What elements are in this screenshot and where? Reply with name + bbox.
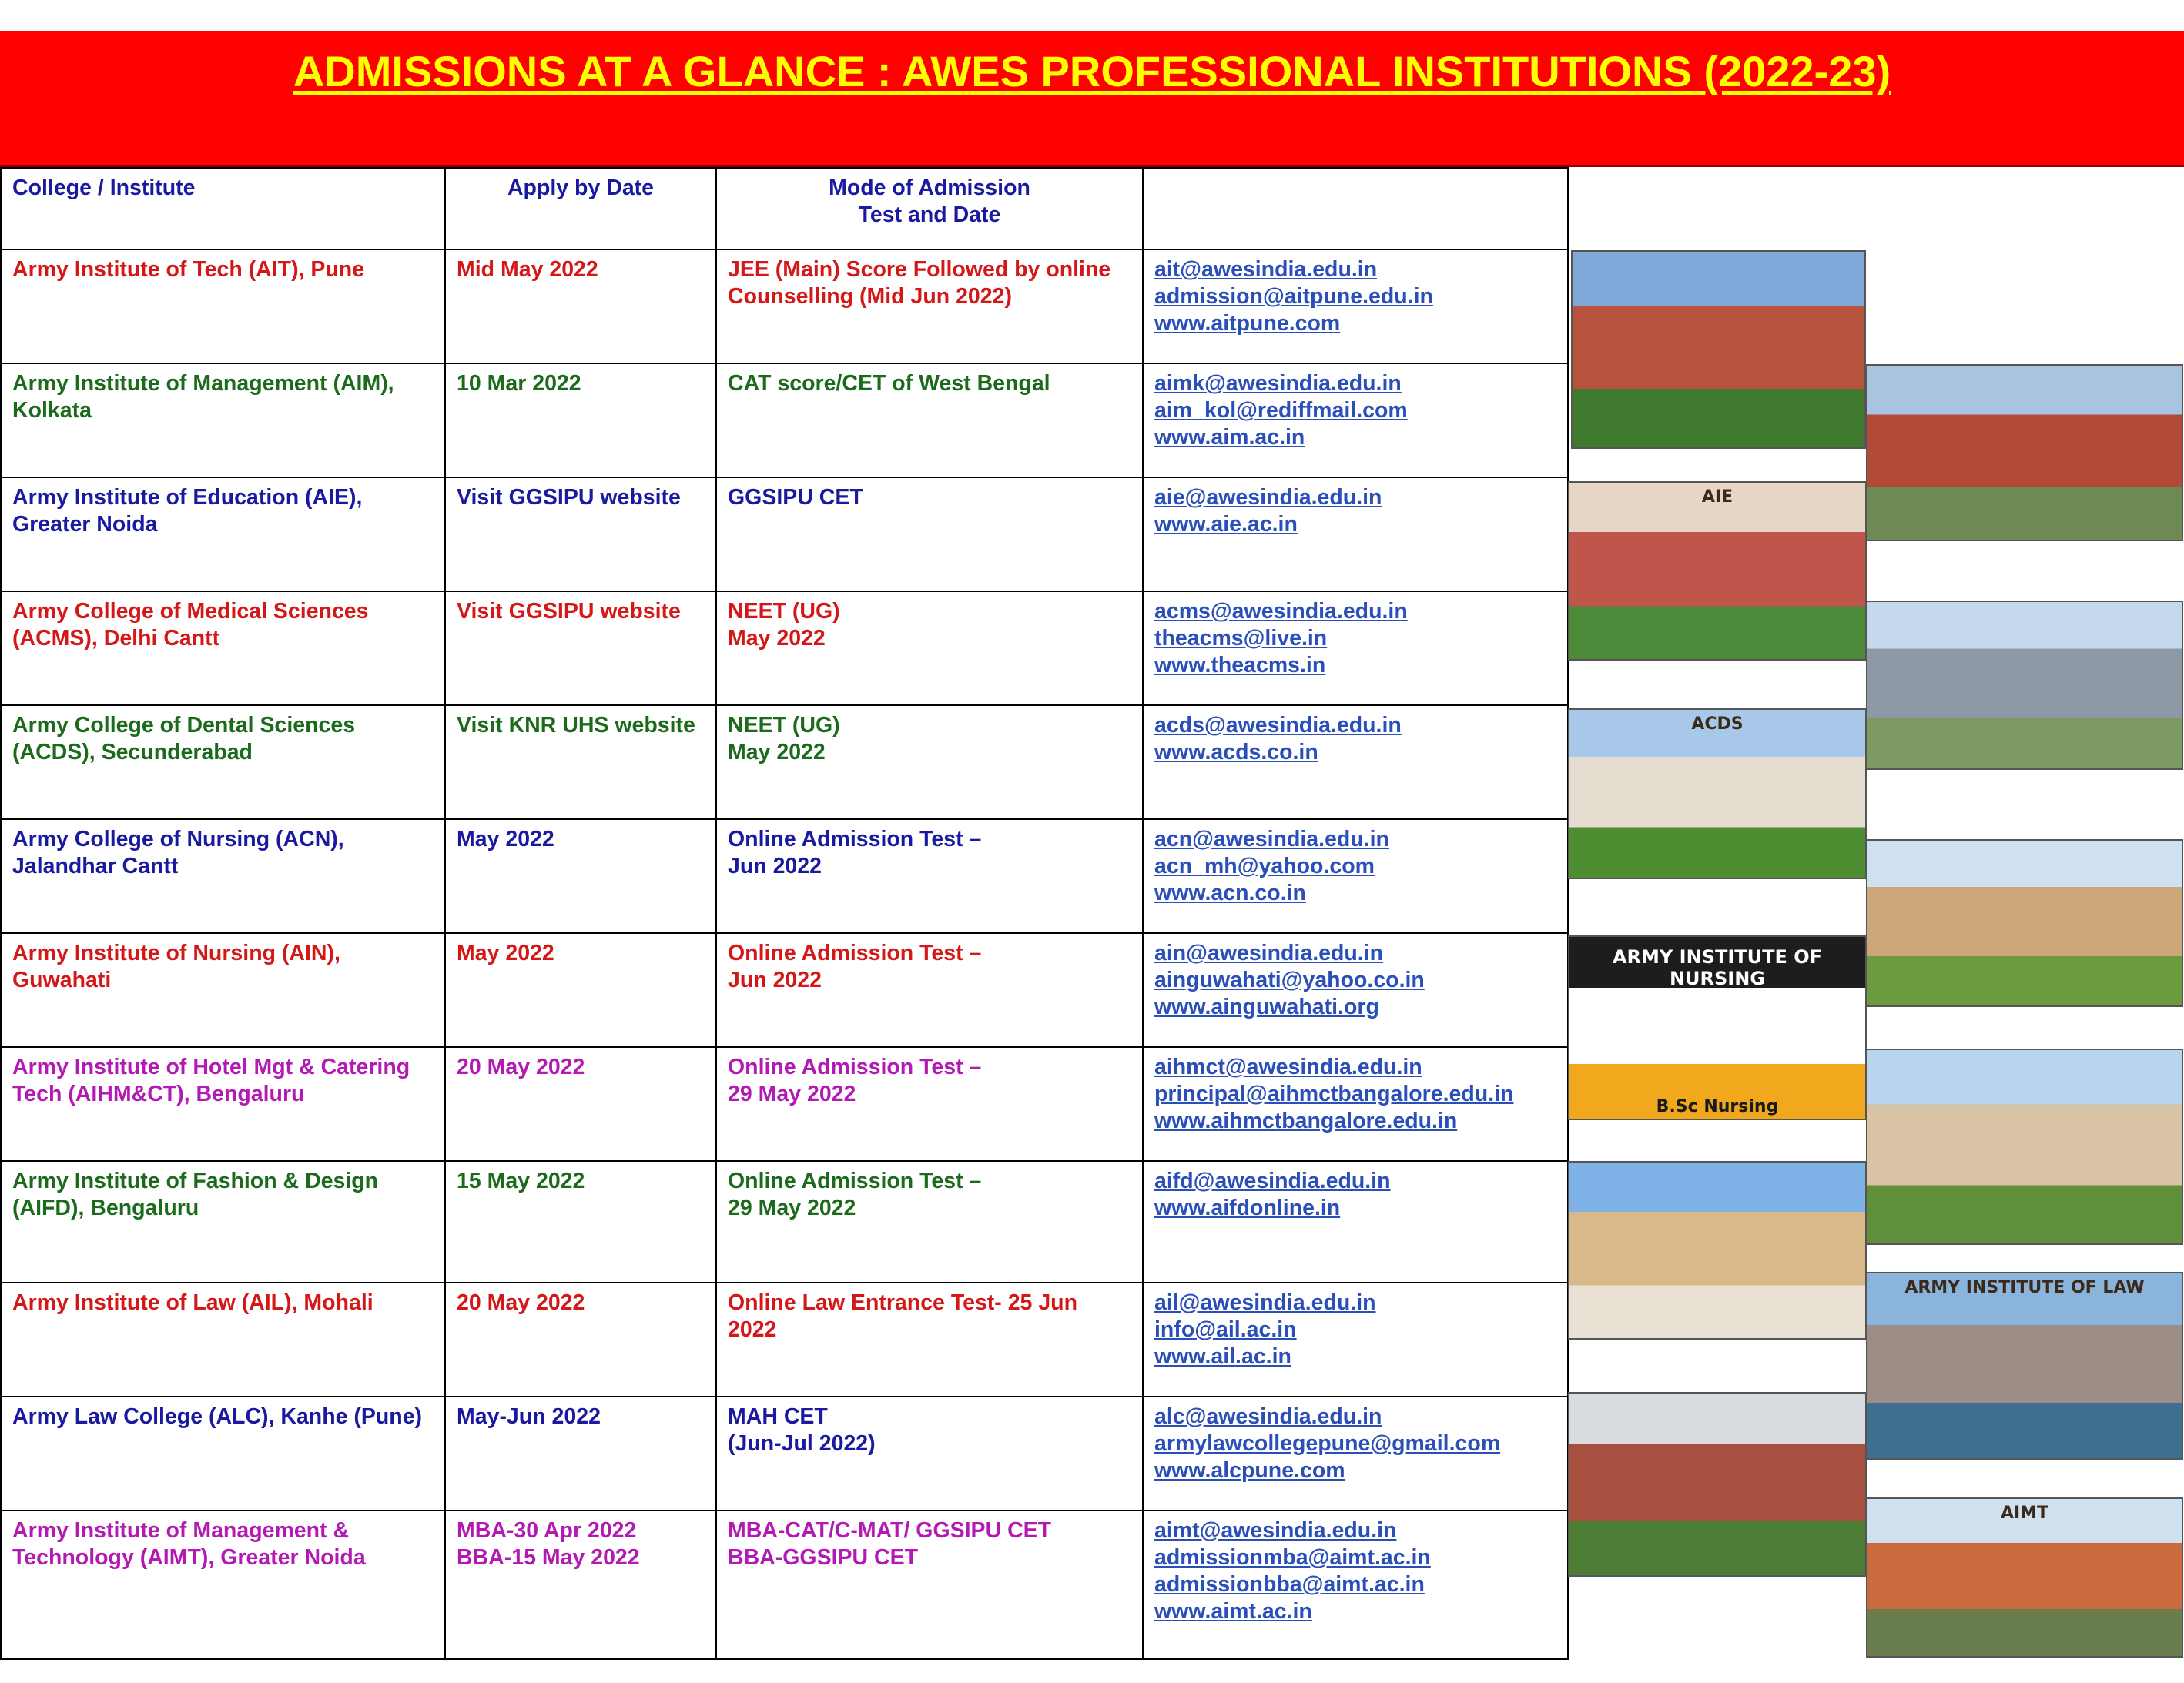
institute-cell-line: Guwahati: [12, 968, 112, 992]
contacts-cell: [1143, 1161, 1568, 1283]
email-link[interactable]: admissionmba@aimt.ac.in: [1154, 1545, 1431, 1570]
admissions-table: [0, 167, 1569, 1660]
admission-mode-cell: [716, 363, 1143, 477]
institute-cell: [1, 363, 445, 477]
table-row: [1, 819, 1568, 933]
photo-caption-course: B.Sc Nursing: [1569, 1096, 1865, 1119]
admission-mode-cell-line: (Jun-Jul 2022): [728, 1431, 876, 1456]
institute-cell-line: Army College of Nursing (ACN),: [12, 827, 344, 852]
email-link[interactable]: info@ail.ac.in: [1154, 1317, 1297, 1342]
apply-date-cell: [445, 819, 716, 933]
institute-cell: [1, 1161, 445, 1283]
apply-date-cell-line: May-Jun 2022: [457, 1404, 601, 1429]
apply-date-cell: [445, 249, 716, 363]
table-row: [1, 1047, 1568, 1161]
admission-mode-cell: [716, 1047, 1143, 1161]
acds-building-photo: [1568, 708, 1867, 879]
admission-mode-cell-line: Online Admission Test –: [728, 1169, 982, 1193]
table-row: [1, 591, 1568, 705]
apply-date-cell-line: Mid May 2022: [457, 257, 598, 282]
email-link[interactable]: aimk@awesindia.edu.in: [1154, 371, 1402, 396]
website-link[interactable]: www.ail.ac.in: [1154, 1344, 1291, 1369]
contacts-cell: [1143, 933, 1568, 1047]
table-row: [1, 477, 1568, 591]
page-title: ADMISSIONS AT A GLANCE : AWES PROFESSIONAL INSTITUTIONS (2022-23): [293, 47, 1891, 95]
photo-caption-city: GUWAHATI: [1656, 1033, 1778, 1056]
acn-building-photo: [1866, 839, 2183, 1007]
photo-caption: ARMY INSTITUTE OF NURSING: [1612, 946, 1823, 989]
photo-caption: ARMY INSTITUTE OF LAW: [1904, 1278, 2145, 1297]
admission-mode-cell-line: MAH CET: [728, 1404, 828, 1429]
apply-date-cell: [445, 363, 716, 477]
aim-building-photo: [1866, 364, 2183, 541]
email-link[interactable]: ain@awesindia.edu.in: [1154, 941, 1384, 965]
admission-mode-cell: [716, 591, 1143, 705]
contacts-cell: [1143, 1511, 1568, 1659]
admission-mode-cell-line: MBA-CAT/C-MAT/ GGSIPU CET: [728, 1518, 1052, 1543]
admission-mode-cell: [716, 705, 1143, 819]
website-link[interactable]: www.aitpune.com: [1154, 311, 1341, 336]
aimt-building-photo: [1866, 1497, 2183, 1658]
email-link[interactable]: aihmct@awesindia.edu.in: [1154, 1055, 1422, 1079]
table-row: [1, 249, 1568, 363]
email-link[interactable]: ail@awesindia.edu.in: [1154, 1290, 1376, 1315]
table-header-row: [1, 168, 1568, 249]
email-link[interactable]: acn_mh@yahoo.com: [1154, 854, 1375, 878]
institute-cell-line: Army Institute of Nursing (AIN),: [12, 941, 340, 965]
institute-cell-line: Army Institute of Management (AIM),: [12, 371, 394, 396]
institute-cell: [1, 1397, 445, 1511]
institute-cell-line: (ACDS), Secunderabad: [12, 740, 253, 765]
institute-cell: [1, 1511, 445, 1659]
table-row: [1, 1161, 1568, 1283]
contacts-cell: [1143, 363, 1568, 477]
institute-cell-line: Army Institute of Law (AIL), Mohali: [12, 1290, 373, 1315]
email-link[interactable]: acn@awesindia.edu.in: [1154, 827, 1389, 852]
email-link[interactable]: admissionbba@aimt.ac.in: [1154, 1572, 1425, 1597]
apply-date-cell-line: 20 May 2022: [457, 1055, 585, 1079]
institute-cell: [1, 591, 445, 705]
admission-mode-cell-line: CAT score/CET of West Bengal: [728, 371, 1050, 396]
header-contacts: [1143, 168, 1568, 249]
institute-cell: [1, 705, 445, 819]
website-link[interactable]: www.ainguwahati.org: [1154, 995, 1379, 1019]
contacts-cell: [1143, 705, 1568, 819]
email-link[interactable]: acms@awesindia.edu.in: [1154, 599, 1408, 624]
admission-mode-cell-line: Online Admission Test –: [728, 941, 982, 965]
admission-mode-cell-line: Jun 2022: [728, 968, 822, 992]
institute-cell: [1, 249, 445, 363]
contacts-cell: [1143, 249, 1568, 363]
admission-mode-cell-line: Online Law Entrance Test- 25 Jun: [728, 1290, 1077, 1315]
admission-mode-cell-line: 2022: [728, 1317, 777, 1342]
admission-mode-cell: [716, 819, 1143, 933]
apply-date-cell-line: Visit GGSIPU website: [457, 485, 681, 510]
apply-date-cell-line: 20 May 2022: [457, 1290, 585, 1315]
admission-mode-cell-line: May 2022: [728, 740, 826, 765]
apply-date-cell-line: May 2022: [457, 941, 554, 965]
admission-mode-cell: [716, 1283, 1143, 1397]
admission-mode-cell-line: Counselling (Mid Jun 2022): [728, 284, 1012, 309]
email-link[interactable]: theacms@live.in: [1154, 626, 1328, 651]
ait-building-photo: [1571, 250, 1866, 449]
apply-date-cell-line: Visit GGSIPU website: [457, 599, 681, 624]
institute-cell-line: Army Institute of Tech (AIT), Pune: [12, 257, 365, 282]
institute-cell: [1, 477, 445, 591]
email-link[interactable]: ait@awesindia.edu.in: [1154, 257, 1378, 282]
header-apply-date: Apply by Date: [445, 168, 716, 249]
header-mode: [716, 168, 1143, 249]
email-link[interactable]: alc@awesindia.edu.in: [1154, 1404, 1382, 1429]
website-link[interactable]: www.aimt.ac.in: [1154, 1599, 1312, 1624]
institute-cell-line: Army Law College (ALC), Kanhe (Pune): [12, 1404, 423, 1429]
contacts-cell: [1143, 819, 1568, 933]
contacts-cell: [1143, 1283, 1568, 1397]
apply-date-cell-line: May 2022: [457, 827, 554, 852]
email-link[interactable]: admission@aitpune.edu.in: [1154, 284, 1433, 309]
table-row: [1, 1397, 1568, 1511]
admission-mode-cell-line: NEET (UG): [728, 713, 840, 738]
ail-building-photo: [1866, 1272, 2183, 1460]
admission-mode-cell: [716, 1397, 1143, 1511]
institute-cell-line: Army Institute of Hotel Mgt & Catering: [12, 1055, 410, 1079]
apply-date-cell-line: MBA-30 Apr 2022: [457, 1518, 637, 1543]
admission-mode-cell: [716, 1161, 1143, 1283]
website-link[interactable]: www.acds.co.in: [1154, 740, 1318, 765]
website-link[interactable]: www.theacms.in: [1154, 653, 1326, 678]
institute-cell: [1, 1283, 445, 1397]
admission-mode-cell-line: Jun 2022: [728, 854, 822, 878]
apply-date-cell-line: 15 May 2022: [457, 1169, 585, 1193]
admission-mode-cell-line: GGSIPU CET: [728, 485, 863, 510]
contacts-cell: [1143, 1047, 1568, 1161]
table-row: [1, 1511, 1568, 1659]
acms-building-photo: [1866, 601, 2183, 770]
ain-group-photo: [1568, 935, 1867, 1120]
email-link[interactable]: aie@awesindia.edu.in: [1154, 485, 1382, 510]
admission-mode-cell-line: 29 May 2022: [728, 1082, 856, 1106]
institute-cell-line: Army Institute of Fashion & Design: [12, 1169, 379, 1193]
email-link[interactable]: aimt@awesindia.edu.in: [1154, 1518, 1397, 1543]
institute-cell-line: Kolkata: [12, 398, 92, 423]
contacts-cell: [1143, 477, 1568, 591]
aifd-building-photo: [1568, 1161, 1867, 1340]
email-link[interactable]: aim_kol@rediffmail.com: [1154, 398, 1408, 423]
website-link[interactable]: www.acn.co.in: [1154, 881, 1306, 905]
table-row: [1, 1283, 1568, 1397]
photo-caption: AIE: [1701, 487, 1733, 507]
admission-mode-cell-line: Online Admission Test –: [728, 1055, 982, 1079]
institute-cell: [1, 1047, 445, 1161]
website-link[interactable]: www.alcpune.com: [1154, 1458, 1345, 1483]
table-row: [1, 705, 1568, 819]
institute-cell-line: Tech (AIHM&CT), Bengaluru: [12, 1082, 305, 1106]
website-link[interactable]: www.aie.ac.in: [1154, 512, 1298, 537]
website-link[interactable]: www.aim.ac.in: [1154, 425, 1305, 450]
institute-cell-line: Army Institute of Management &: [12, 1518, 350, 1543]
apply-date-cell: [445, 591, 716, 705]
apply-date-cell: [445, 477, 716, 591]
institute-cell-line: Army Institute of Education (AIE),: [12, 485, 363, 510]
photo-caption: AIMT: [2000, 1504, 2049, 1523]
email-link[interactable]: principal@aihmctbangalore.edu.in: [1154, 1082, 1514, 1106]
institute-cell-line: Technology (AIMT), Greater Noida: [12, 1545, 366, 1570]
apply-date-cell-line: BBA-15 May 2022: [457, 1545, 640, 1570]
apply-date-cell: [445, 1511, 716, 1659]
contacts-cell: [1143, 591, 1568, 705]
admission-mode-cell-line: 29 May 2022: [728, 1196, 856, 1220]
aihmct-building-photo: [1866, 1049, 2183, 1245]
admission-mode-cell: [716, 1511, 1143, 1659]
apply-date-cell: [445, 1047, 716, 1161]
admission-mode-cell: [716, 249, 1143, 363]
email-link[interactable]: acds@awesindia.edu.in: [1154, 713, 1402, 738]
admission-mode-cell-line: Online Admission Test –: [728, 827, 982, 852]
institute-cell-line: (ACMS), Delhi Cantt: [12, 626, 220, 651]
apply-date-cell: [445, 1283, 716, 1397]
email-link[interactable]: ainguwahati@yahoo.co.in: [1154, 968, 1425, 992]
table-row: [1, 933, 1568, 1047]
apply-date-cell: [445, 705, 716, 819]
institute-cell: [1, 933, 445, 1047]
admission-mode-cell-line: NEET (UG): [728, 599, 840, 624]
institute-cell-line: Greater Noida: [12, 512, 158, 537]
contacts-cell: [1143, 1397, 1568, 1511]
alc-campus-photo: [1568, 1392, 1867, 1577]
apply-date-cell-line: Visit KNR UHS website: [457, 713, 695, 738]
photo-column: [1567, 167, 2184, 1657]
admission-mode-cell-line: JEE (Main) Score Followed by online: [728, 257, 1111, 282]
website-link[interactable]: www.aifdonline.in: [1154, 1196, 1341, 1220]
photo-caption: ACDS: [1691, 714, 1744, 734]
institute-cell-line: (AIFD), Bengaluru: [12, 1196, 199, 1220]
admission-mode-cell: [716, 477, 1143, 591]
admission-mode-cell-line: May 2022: [728, 626, 826, 651]
institute-cell-line: Jalandhar Cantt: [12, 854, 179, 878]
admission-mode-cell-line: BBA-GGSIPU CET: [728, 1545, 919, 1570]
aie-building-photo: [1568, 481, 1867, 661]
apply-date-cell: [445, 1161, 716, 1283]
apply-date-cell: [445, 933, 716, 1047]
website-link[interactable]: www.aihmctbangalore.edu.in: [1154, 1109, 1458, 1133]
header-mode-line1: Mode of Admission: [829, 176, 1030, 200]
institute-cell: [1, 819, 445, 933]
email-link[interactable]: aifd@awesindia.edu.in: [1154, 1169, 1391, 1193]
apply-date-cell-line: 10 Mar 2022: [457, 371, 581, 396]
header-institute: College / Institute: [1, 168, 445, 249]
admission-mode-cell: [716, 933, 1143, 1047]
email-link[interactable]: armylawcollegepune@gmail.com: [1154, 1431, 1501, 1456]
institute-cell-line: Army College of Medical Sciences: [12, 599, 369, 624]
table-row: [1, 363, 1568, 477]
institute-cell-line: Army College of Dental Sciences: [12, 713, 356, 738]
header-mode-line2: Test and Date: [858, 202, 1001, 227]
apply-date-cell: [445, 1397, 716, 1511]
